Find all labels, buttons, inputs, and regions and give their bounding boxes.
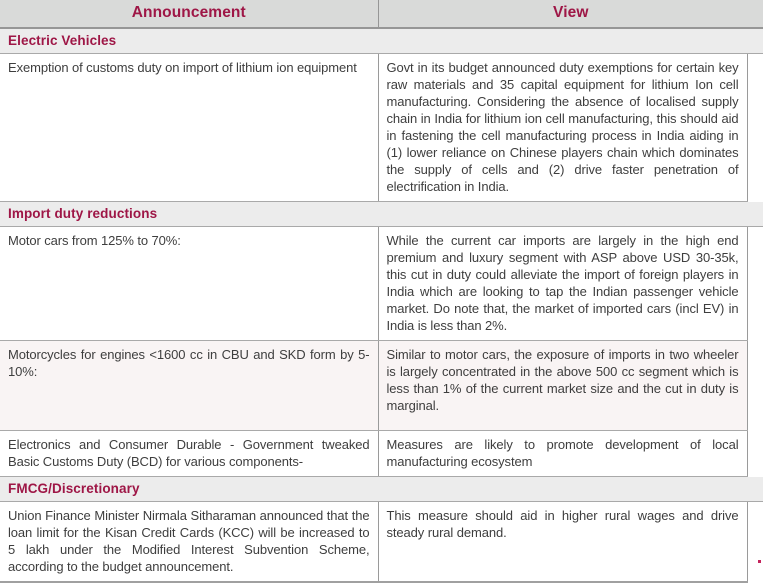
view-cell: Govt in its budget announced duty exemptions for certain key raw materials and 35 capital equipment for lithium Ion cell manufacturing. Considering the absence of localised supply chain in India for lithium ion cell manufacturing, this should aid in fastening the cell manufacturing process in India aiding in (1) lower reliance on Chinese players chain which dominates the supply of cells and (2) drive faster penetration of electrification in India. — [378, 54, 747, 202]
announcement-cell: Union Finance Minister Nirmala Sitharaman announced that the loan limit for the Kisan Credit Cards (KCC) will be increased to 5 lakh under the Modified Interest Subvention Scheme, according to the budget announcement. — [0, 502, 378, 583]
view-cell: Measures are likely to promote development of local manufacturing ecosystem — [378, 431, 747, 477]
section-header-fmcg-discretionary — [0, 477, 763, 502]
table-row — [0, 227, 763, 341]
announcement-cell: Motor cars from 125% to 70%: — [0, 227, 378, 341]
table-header-row — [0, 0, 763, 28]
row-spacer — [747, 54, 763, 202]
table-row — [0, 341, 763, 431]
view-cell: Similar to motor cars, the exposure of imports in two wheeler is largely concentrated in the above 500 cc segment which is less than 1% of the current market size and the cut in duty is marginal. — [378, 341, 747, 431]
view-cell: While the current car imports are largely in the high end premium and luxury segment with ASP above USD 30-35k, this cut in duty could alleviate the import of foreign players in India which are looking to tap the Indian passenger vehicle market. Do note that, the market of imported cars (incl EV) in India is less than 2%. — [378, 227, 747, 341]
column-header-view: View — [378, 0, 763, 28]
section-title: Electric Vehicles — [0, 28, 763, 54]
section-header-import-duty-reductions — [0, 202, 763, 227]
view-cell: This measure should aid in higher rural wages and drive steady rural demand. — [378, 502, 747, 583]
table-row — [0, 431, 763, 477]
announcement-cell: Electronics and Consumer Durable - Government tweaked Basic Customs Duty (BCD) for various components- — [0, 431, 378, 477]
row-spacer — [747, 431, 763, 477]
section-title: FMCG/Discretionary — [0, 477, 763, 502]
row-spacer — [747, 341, 763, 431]
row-spacer — [747, 502, 763, 583]
table-row — [0, 502, 763, 583]
corner-accent-dot — [758, 560, 761, 563]
section-header-electric-vehicles — [0, 28, 763, 54]
section-title: Import duty reductions — [0, 202, 763, 227]
column-header-announcement: Announcement — [0, 0, 378, 28]
announcement-cell: Exemption of customs duty on import of lithium ion equipment — [0, 54, 378, 202]
table-row — [0, 54, 763, 202]
announcement-cell: Motorcycles for engines <1600 cc in CBU and SKD form by 5-10%: — [0, 341, 378, 431]
row-spacer — [747, 227, 763, 341]
